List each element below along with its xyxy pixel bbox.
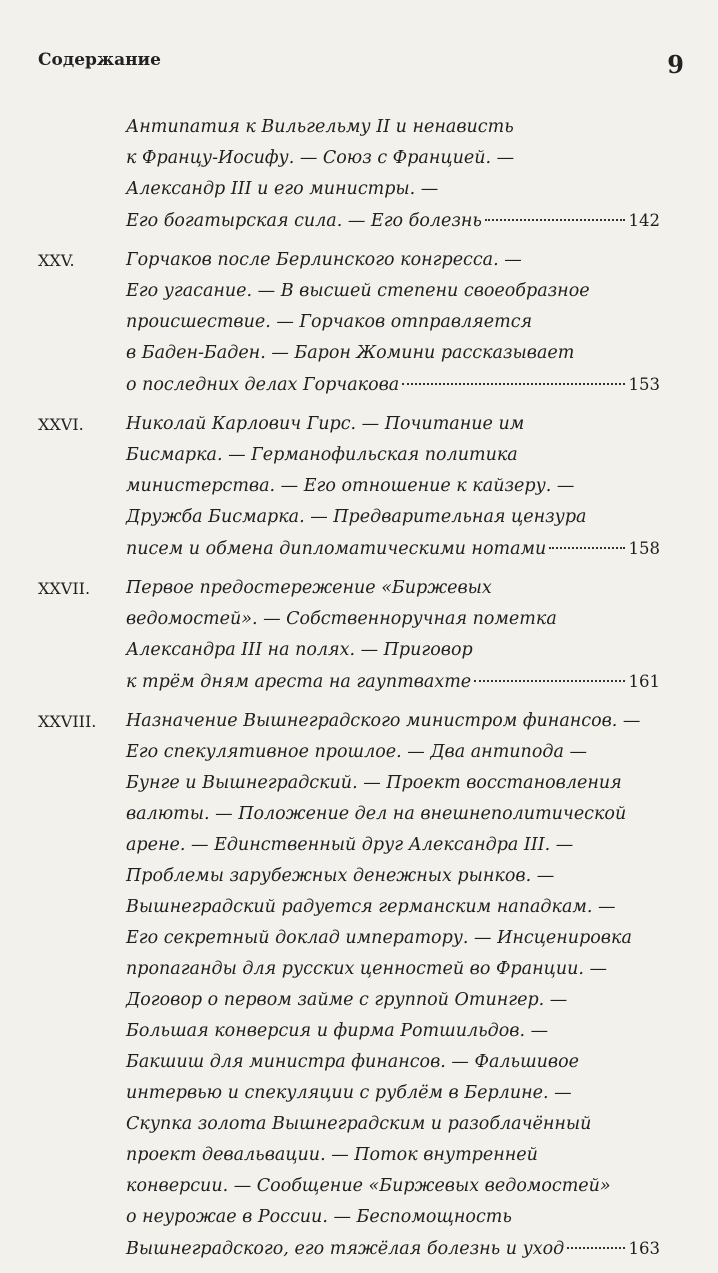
running-head-title: Содержание	[38, 50, 161, 70]
summary-line: о неурожае в России. — Беспомощность	[126, 1207, 512, 1227]
table-of-contents	[0, 112, 718, 1273]
chapter-summary	[126, 706, 660, 1265]
chapter-number: XXVII.	[38, 579, 91, 598]
chapter-summary	[126, 245, 660, 401]
summary-line: Скупка золота Вышнеградским и разоблачённый	[126, 1114, 592, 1134]
dot-leader	[567, 1247, 624, 1249]
chapter-summary	[126, 409, 660, 565]
dot-leader	[402, 383, 624, 385]
toc-entry	[0, 573, 718, 698]
toc-entry	[0, 706, 718, 1265]
summary-line: Его спекулятивное прошлое. — Два антипода —	[126, 742, 587, 762]
summary-line: Антипатия к Вильгельму II и ненависть	[126, 117, 514, 137]
summary-line: Александр III и его министры. —	[126, 179, 439, 199]
chapter-number: XXVI.	[38, 415, 84, 434]
summary-line: Вышнеградский радуется германским нападкам. —	[126, 897, 616, 917]
summary-line: происшествие. — Горчаков отправляется	[126, 312, 533, 332]
summary-line: Его богатырская сила. — Его болезнь	[126, 211, 482, 231]
page-reference[interactable]: 161	[628, 672, 660, 691]
summary-line: Дружба Бисмарка. — Предварительная цензура	[126, 507, 587, 527]
page-reference[interactable]: 153	[628, 375, 660, 394]
chapter-summary	[126, 112, 660, 237]
chapter-number: XXVIII.	[38, 712, 97, 731]
summary-line: Николай Карлович Гирс. — Почитание им	[126, 414, 525, 434]
summary-last-line	[126, 666, 660, 698]
summary-line: Назначение Вышнеградского министром финансов. —	[126, 711, 641, 731]
summary-line: Бакшиш для министра финансов. — Фальшивое	[126, 1052, 580, 1072]
summary-line: интервью и спекуляции с рублём в Берлине. —	[126, 1083, 572, 1103]
summary-line: о последних делах Горчакова	[126, 375, 400, 395]
summary-last-line	[126, 205, 660, 237]
summary-line: Его угасание. — В высшей степени своеобразное	[126, 281, 590, 301]
summary-line: в Баден-Баден. — Барон Жомини рассказывает	[126, 343, 575, 363]
dot-leader	[485, 219, 625, 221]
summary-line: министерства. — Его отношение к кайзеру. —	[126, 476, 575, 496]
toc-entry	[0, 409, 718, 565]
page-reference[interactable]: 163	[628, 1239, 660, 1258]
toc-entry	[0, 245, 718, 401]
summary-line: валюты. — Положение дел на внешнеполитической	[126, 804, 627, 824]
summary-line: Бисмарка. — Германофильская политика	[126, 445, 518, 465]
page-reference[interactable]: 158	[628, 539, 660, 558]
summary-last-line	[126, 1233, 660, 1265]
summary-line: пропаганды для русских ценностей во Франции. —	[126, 959, 608, 979]
summary-line: к трём дням ареста на гауптвахте	[126, 672, 472, 692]
summary-line: конверсии. — Сообщение «Биржевых ведомостей»	[126, 1176, 611, 1196]
summary-last-line	[126, 369, 660, 401]
summary-line: проект девальвации. — Поток внутренней	[126, 1145, 538, 1165]
page-number: 9	[667, 50, 684, 79]
summary-line: арене. — Единственный друг Александра III. —	[126, 835, 574, 855]
summary-line: Бунге и Вышнеградский. — Проект восстановления	[126, 773, 622, 793]
summary-line: Договор о первом займе с группой Отингер. —	[126, 990, 568, 1010]
toc-entry	[0, 112, 718, 237]
summary-line: писем и обмена дипломатическими нотами	[126, 539, 547, 559]
dot-leader	[474, 680, 624, 682]
summary-last-line	[126, 533, 660, 565]
summary-line: ведомостей». — Собственноручная пометка	[126, 609, 557, 629]
summary-line: Его секретный доклад императору. — Инсценировка	[126, 928, 632, 948]
summary-line: Горчаков после Берлинского конгресса. —	[126, 250, 522, 270]
summary-line: Большая конверсия и фирма Ротшильдов. —	[126, 1021, 549, 1041]
summary-line: к Францу-Иосифу. — Союз с Францией. —	[126, 148, 515, 168]
page-reference[interactable]: 142	[628, 211, 660, 230]
chapter-summary	[126, 573, 660, 698]
summary-line: Проблемы зарубежных денежных рынков. —	[126, 866, 555, 886]
summary-line: Вышнеградского, его тяжёлая болезнь и уход	[126, 1239, 565, 1259]
summary-line: Александра III на полях. — Приговор	[126, 640, 473, 660]
chapter-number: XXV.	[38, 251, 75, 270]
dot-leader	[549, 547, 624, 549]
summary-line: Первое предостережение «Биржевых	[126, 578, 492, 598]
